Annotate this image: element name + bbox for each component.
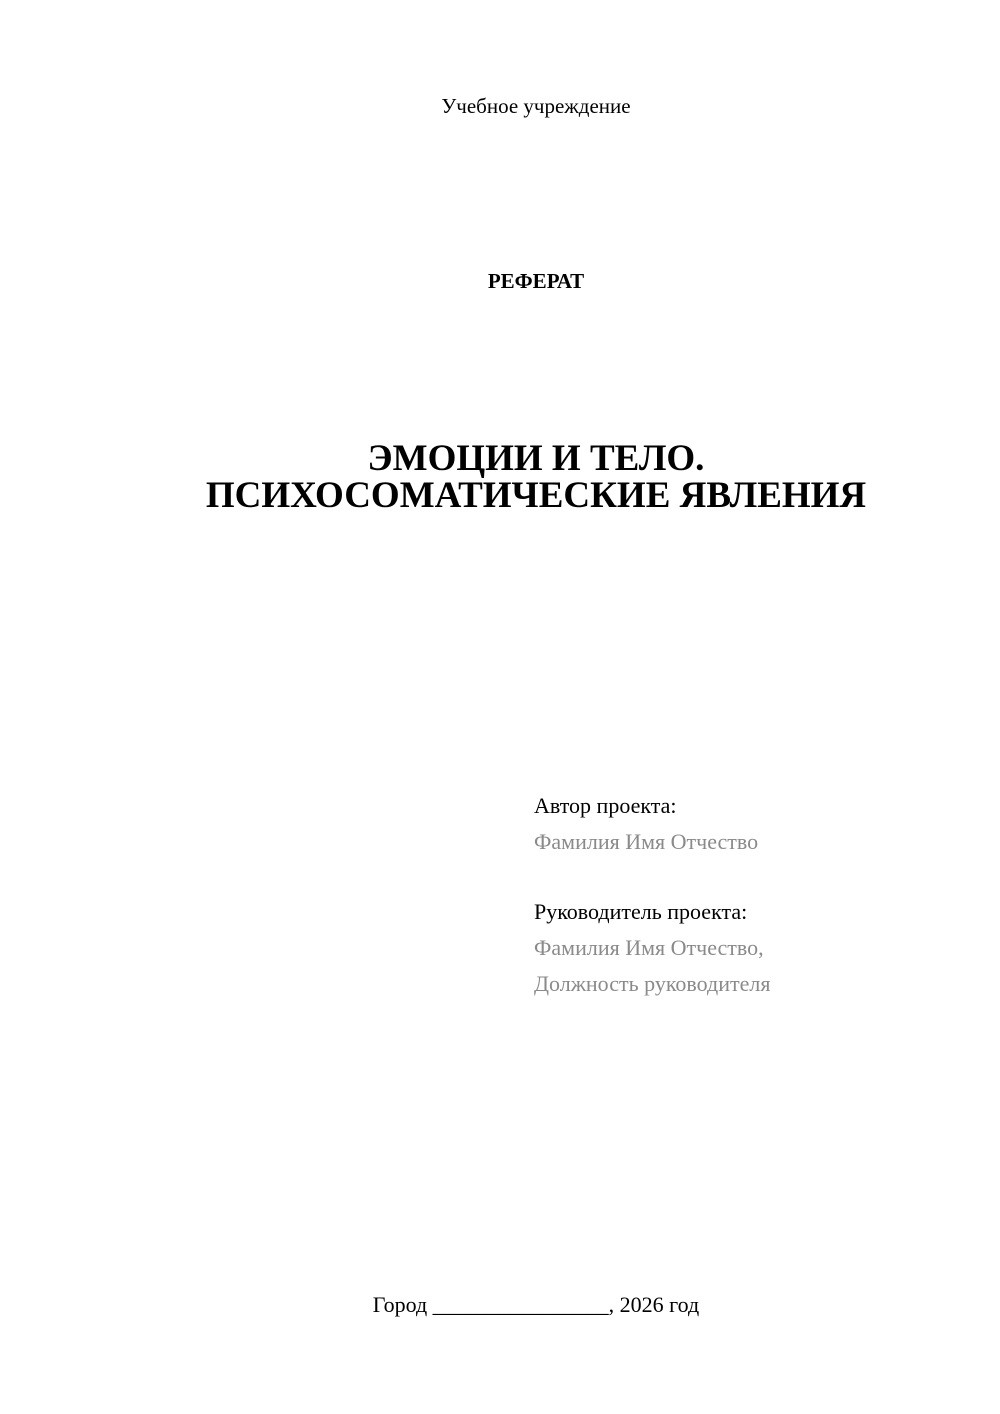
author-label: Автор проекта:: [534, 793, 677, 818]
document-type: РЕФЕРАТ: [487, 269, 585, 293]
document-title: [0, 440, 1000, 514]
city-year-line: Город ________________, 2026 год: [372, 1292, 700, 1317]
supervisor-position: Должность руководителя: [534, 971, 771, 996]
title-line-1: ЭМОЦИИ И ТЕЛО.: [367, 438, 705, 479]
author-name: Фамилия Имя Отчество: [534, 829, 759, 854]
supervisor-label: Руководитель проекта:: [534, 899, 748, 924]
spacer: [534, 860, 770, 894]
title-line-2: ПСИХОСОМАТИЧЕСКИЕ ЯВЛЕНИЯ: [205, 475, 867, 516]
supervisor-name: Фамилия Имя Отчество,: [534, 935, 764, 960]
project-info: [534, 788, 770, 1002]
institution-name: Учебное учреждение: [441, 94, 631, 118]
